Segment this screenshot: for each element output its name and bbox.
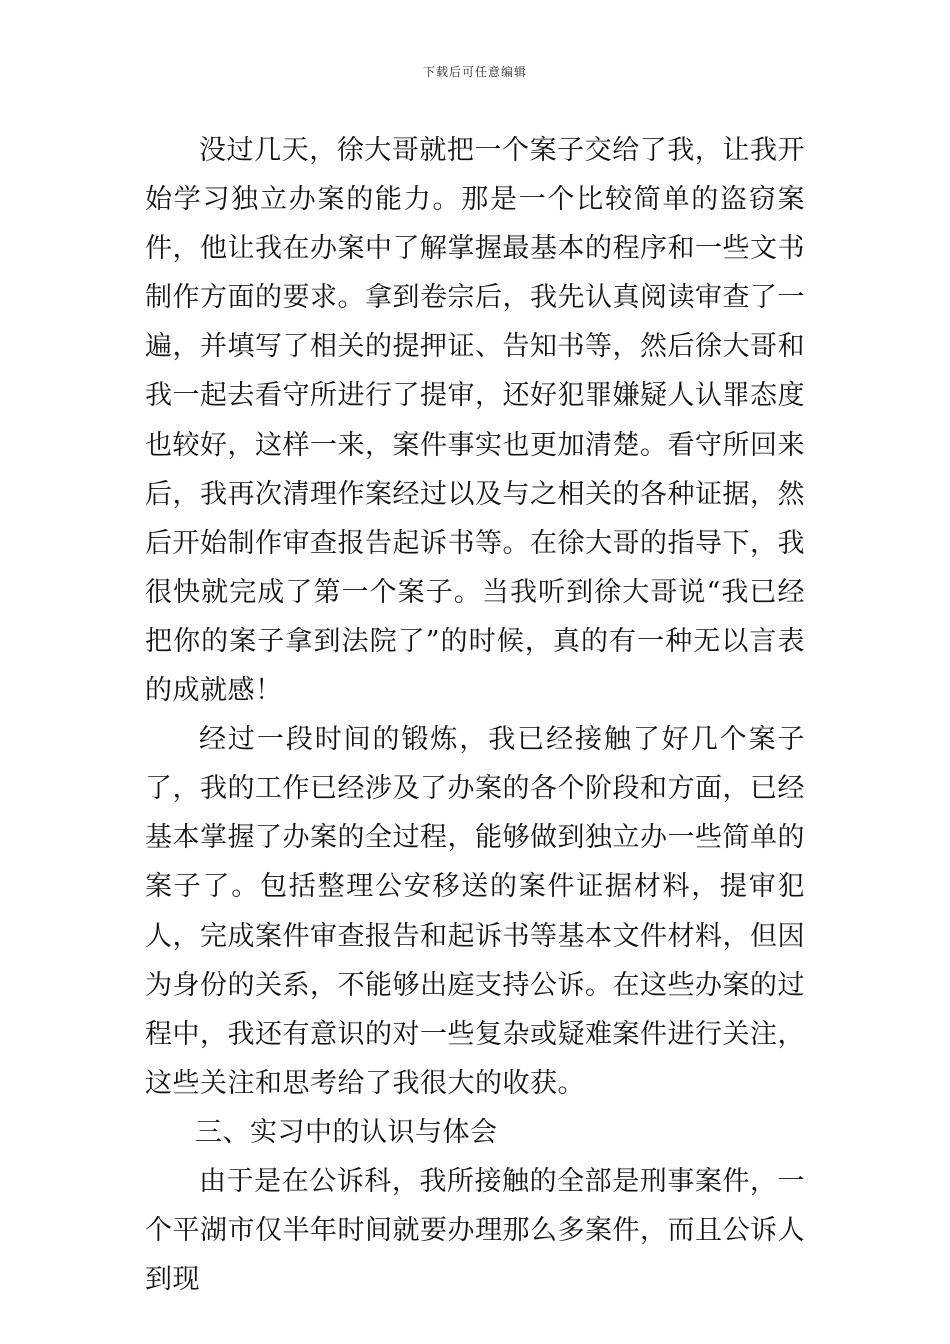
section-heading: 三、实习中的认识与体会 — [195, 1116, 498, 1148]
page-header: 下载后可任意编辑 — [422, 65, 527, 79]
document-body — [145, 126, 805, 1304]
paragraph-reflection: 由于是在公诉科，我所接触的全部是刑事案件，一个平湖市仅半年时间就要办理那么多案件，而且公诉人到现 — [145, 1165, 805, 1296]
paragraph-experience: 经过一段时间的锻炼，我已经接触了好几个案子了，我的工作已经涉及了办案的各个阶段和方面，已经基本掌握了办案的全过程，能够做到独立办一些简单的案子了。包括整理公安移送的案件证据材料，提审犯人，完成案件审查报告和起诉书等基本文件材料，但因为身份的关系，不能够出庭支持公诉。在这些办案的过程中，我还有意识的对一些复杂或疑难案件进行关注，这些关注和思考给了我很大的收获。 — [145, 724, 805, 1099]
paragraph-first-case: 没过几天，徐大哥就把一个案子交给了我，让我开始学习独立办案的能力。那是一个比较简单的盗窃案件，他让我在办案中了解掌握最基本的程序和一些文书制作方面的要求。拿到卷宗后，我先认真阅读审查了一遍，并填写了相关的提押证、告知书等，然后徐大哥和我一起去看守所进行了提审，还好犯罪嫌疑人认罪态度也较好，这样一来，案件事实也更加清楚。看守所回来后，我再次清理作案经过以及与之相关的各种证据，然后开始制作审查报告起诉书等。在徐大哥的指导下，我很快就完成了第一个案子。当我听到徐大哥说“我已经把你的案子拿到法院了”的时候，真的有一种无以言表的成就感！ — [145, 135, 805, 707]
